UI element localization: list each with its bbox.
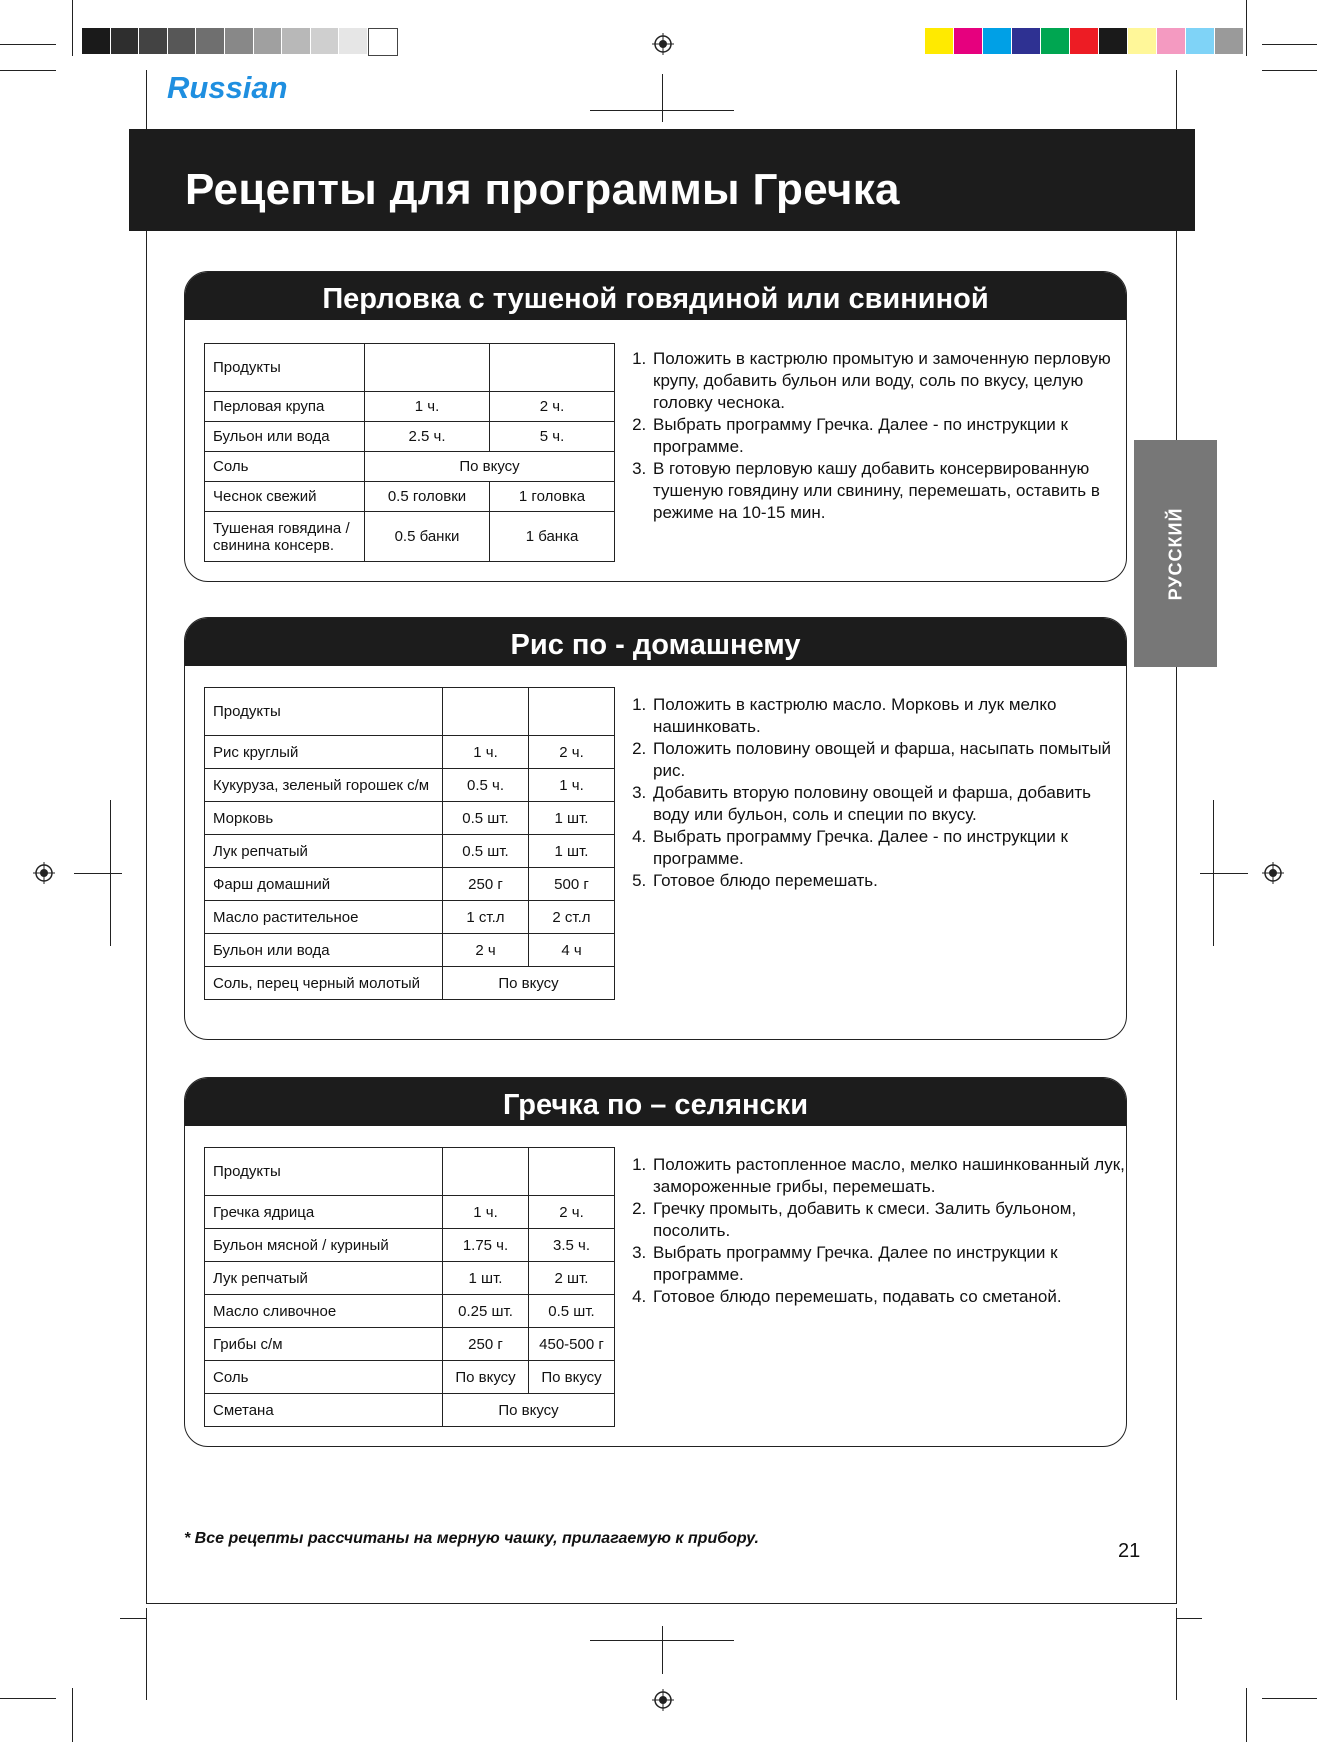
ingredient-cell: Сметана	[205, 1394, 443, 1427]
color-swatch	[1099, 28, 1127, 54]
quantity-cell	[365, 344, 490, 392]
ingredients-table	[204, 1147, 615, 1427]
ingredient-cell: Тушеная говядина / свинина консерв.	[205, 512, 365, 562]
table-row	[205, 868, 615, 901]
recipe-step: 3. Выбрать программу Гречка. Далее по инструкции к программе.	[651, 1242, 1127, 1286]
gray-swatch	[139, 28, 167, 54]
table-row	[205, 736, 615, 769]
table-row	[205, 769, 615, 802]
ingredient-cell: Морковь	[205, 802, 443, 835]
language-side-tab	[1134, 440, 1217, 667]
footnote: * Все рецепты рассчитаны на мерную чашку, прилагаемую к прибору.	[184, 1530, 759, 1547]
quantity-cell: 0.25 шт.	[443, 1295, 529, 1328]
gray-swatch	[339, 28, 367, 54]
ingredient-cell: Соль, перец черный молотый	[205, 967, 443, 1000]
gray-swatch	[254, 28, 282, 54]
quantity-cell: 250 г	[443, 868, 529, 901]
quantity-cell: 2 ч.	[529, 736, 615, 769]
table-row	[205, 967, 615, 1000]
quantity-cell: 2 шт.	[529, 1262, 615, 1295]
quantity-cell: По вкусу	[443, 967, 615, 1000]
gray-swatch	[168, 28, 196, 54]
color-swatch	[1186, 28, 1214, 54]
quantity-cell: 0.5 банки	[365, 512, 490, 562]
ingredient-cell: Соль	[205, 1361, 443, 1394]
recipe-step: 1. Положить в кастрюлю масло. Морковь и лук мелко нашинковать.	[651, 694, 1127, 738]
quantity-cell: По вкусу	[443, 1361, 529, 1394]
quantity-cell: 1 шт.	[529, 835, 615, 868]
title-bar	[129, 129, 1195, 231]
table-row	[205, 934, 615, 967]
recipe-step: 5. Готовое блюдо перемешать.	[651, 870, 1127, 892]
recipe-step: 2. Гречку промыть, добавить к смеси. Залить бульоном, посолить.	[651, 1198, 1127, 1242]
table-row	[205, 1229, 615, 1262]
color-swatch	[1157, 28, 1185, 54]
ingredient-cell: Масло сливочное	[205, 1295, 443, 1328]
ingredient-cell: Рис круглый	[205, 736, 443, 769]
gray-swatch	[368, 28, 398, 56]
quantity-cell: 1 головка	[490, 482, 615, 512]
recipe-step: 3. Добавить вторую половину овощей и фарша, добавить воду или бульон, соль и специи по вкусу.	[651, 782, 1127, 826]
ingredient-cell: Масло растительное	[205, 901, 443, 934]
table-header-row	[205, 1148, 615, 1196]
recipe-steps	[631, 1154, 1127, 1308]
quantity-cell: 1 шт.	[443, 1262, 529, 1295]
recipe-step: 4. Выбрать программу Гречка. Далее - по инструкции к программе.	[651, 826, 1127, 870]
ingredient-cell: Продукты	[205, 1148, 443, 1196]
ingredient-cell: Продукты	[205, 344, 365, 392]
quantity-cell: По вкусу	[529, 1361, 615, 1394]
registration-mark-icon	[652, 1689, 674, 1711]
quantity-cell: 0.5 шт.	[443, 802, 529, 835]
ingredient-cell: Бульон мясной / куриный	[205, 1229, 443, 1262]
table-row	[205, 1196, 615, 1229]
quantity-cell: 2 ст.л	[529, 901, 615, 934]
table-row	[205, 452, 615, 482]
recipe-step: 4. Готовое блюдо перемешать, подавать со сметаной.	[651, 1286, 1127, 1308]
language-label: Russian	[167, 70, 288, 105]
quantity-cell: 3.5 ч.	[529, 1229, 615, 1262]
ingredient-cell: Грибы с/м	[205, 1328, 443, 1361]
table-row	[205, 1262, 615, 1295]
quantity-cell: 4 ч	[529, 934, 615, 967]
quantity-cell: 0.5 головки	[365, 482, 490, 512]
gray-swatch	[111, 28, 139, 54]
ingredient-cell: Кукуруза, зеленый горошек с/м	[205, 769, 443, 802]
table-row	[205, 1394, 615, 1427]
table-row	[205, 1295, 615, 1328]
ingredient-cell: Продукты	[205, 688, 443, 736]
gray-swatch	[82, 28, 110, 54]
ingredient-cell: Гречка ядрица	[205, 1196, 443, 1229]
recipe-card	[184, 271, 1127, 582]
table-header-row	[205, 344, 615, 392]
table-row	[205, 901, 615, 934]
table-row	[205, 1361, 615, 1394]
quantity-cell: 2 ч.	[529, 1196, 615, 1229]
quantity-cell: 250 г	[443, 1328, 529, 1361]
quantity-cell: 500 г	[529, 868, 615, 901]
table-row	[205, 422, 615, 452]
table-header-row	[205, 688, 615, 736]
recipe-card	[184, 617, 1127, 1040]
ingredient-cell: Чеснок свежий	[205, 482, 365, 512]
table-row	[205, 1328, 615, 1361]
registration-mark-icon	[33, 862, 55, 884]
quantity-cell: 5 ч.	[490, 422, 615, 452]
ingredient-cell: Бульон или вода	[205, 422, 365, 452]
gray-swatch	[225, 28, 253, 54]
page-title: Рецепты для программы Гречка	[185, 165, 900, 214]
quantity-cell: По вкусу	[443, 1394, 615, 1427]
recipe-step: 2. Положить половину овощей и фарша, насыпать помытый рис.	[651, 738, 1127, 782]
color-swatch	[983, 28, 1011, 54]
color-swatch	[1128, 28, 1156, 54]
recipe-steps	[631, 348, 1127, 524]
recipe-steps	[631, 694, 1127, 892]
quantity-cell	[490, 344, 615, 392]
quantity-cell: 0.5 шт.	[529, 1295, 615, 1328]
quantity-cell	[443, 688, 529, 736]
quantity-cell: 1 ч.	[443, 736, 529, 769]
ingredient-cell: Лук репчатый	[205, 1262, 443, 1295]
table-row	[205, 835, 615, 868]
quantity-cell: 1 ч.	[365, 392, 490, 422]
recipe-step: 1. Положить в кастрюлю промытую и замоченную перловую крупу, добавить бульон или воду, соль по вкусу, целую головку чеснока.	[651, 348, 1127, 414]
quantity-cell	[443, 1148, 529, 1196]
quantity-cell: 1 шт.	[529, 802, 615, 835]
color-swatch	[954, 28, 982, 54]
gray-swatch	[196, 28, 224, 54]
color-swatch	[925, 28, 953, 54]
table-row	[205, 802, 615, 835]
color-swatch	[1215, 28, 1243, 54]
table-row	[205, 512, 615, 562]
color-swatch	[1041, 28, 1069, 54]
recipe-step: 1. Положить растопленное масло, мелко нашинкованный лук, замороженные грибы, перемешать.	[651, 1154, 1127, 1198]
quantity-cell: 450-500 г	[529, 1328, 615, 1361]
ingredient-cell: Соль	[205, 452, 365, 482]
quantity-cell	[529, 1148, 615, 1196]
gray-swatch	[311, 28, 339, 54]
gray-swatch	[282, 28, 310, 54]
color-swatch	[1012, 28, 1040, 54]
quantity-cell: 2 ч.	[490, 392, 615, 422]
recipe-step: 2. Выбрать программу Гречка. Далее - по инструкции к программе.	[651, 414, 1127, 458]
quantity-cell: 2 ч	[443, 934, 529, 967]
recipe-title: Рис по - домашнему	[185, 618, 1126, 666]
quantity-cell: 1 ч.	[443, 1196, 529, 1229]
ingredients-table	[204, 343, 615, 562]
quantity-cell: 2.5 ч.	[365, 422, 490, 452]
quantity-cell: 1 банка	[490, 512, 615, 562]
table-row	[205, 482, 615, 512]
ingredients-table	[204, 687, 615, 1000]
quantity-cell	[529, 688, 615, 736]
recipe-step: 3. В готовую перловую кашу добавить консервированную тушеную говядину или свинину, перемешать, оставить в режиме на 10-15 мин.	[651, 458, 1127, 524]
quantity-cell: 1 ч.	[529, 769, 615, 802]
registration-mark-icon	[652, 33, 674, 55]
quantity-cell: По вкусу	[365, 452, 615, 482]
ingredient-cell: Лук репчатый	[205, 835, 443, 868]
page-number: 21	[1118, 1540, 1141, 1562]
quantity-cell: 1.75 ч.	[443, 1229, 529, 1262]
ingredient-cell: Перловая крупа	[205, 392, 365, 422]
registration-mark-icon	[1262, 862, 1284, 884]
recipe-title: Гречка по – селянски	[185, 1078, 1126, 1126]
table-row	[205, 392, 615, 422]
ingredient-cell: Фарш домашний	[205, 868, 443, 901]
quantity-cell: 0.5 ч.	[443, 769, 529, 802]
recipe-title: Перловка с тушеной говядиной или свининой	[185, 272, 1126, 320]
quantity-cell: 0.5 шт.	[443, 835, 529, 868]
quantity-cell: 1 ст.л	[443, 901, 529, 934]
color-swatch	[1070, 28, 1098, 54]
ingredient-cell: Бульон или вода	[205, 934, 443, 967]
recipe-card	[184, 1077, 1127, 1447]
side-tab-label: РУССКИЙ	[1165, 507, 1185, 600]
